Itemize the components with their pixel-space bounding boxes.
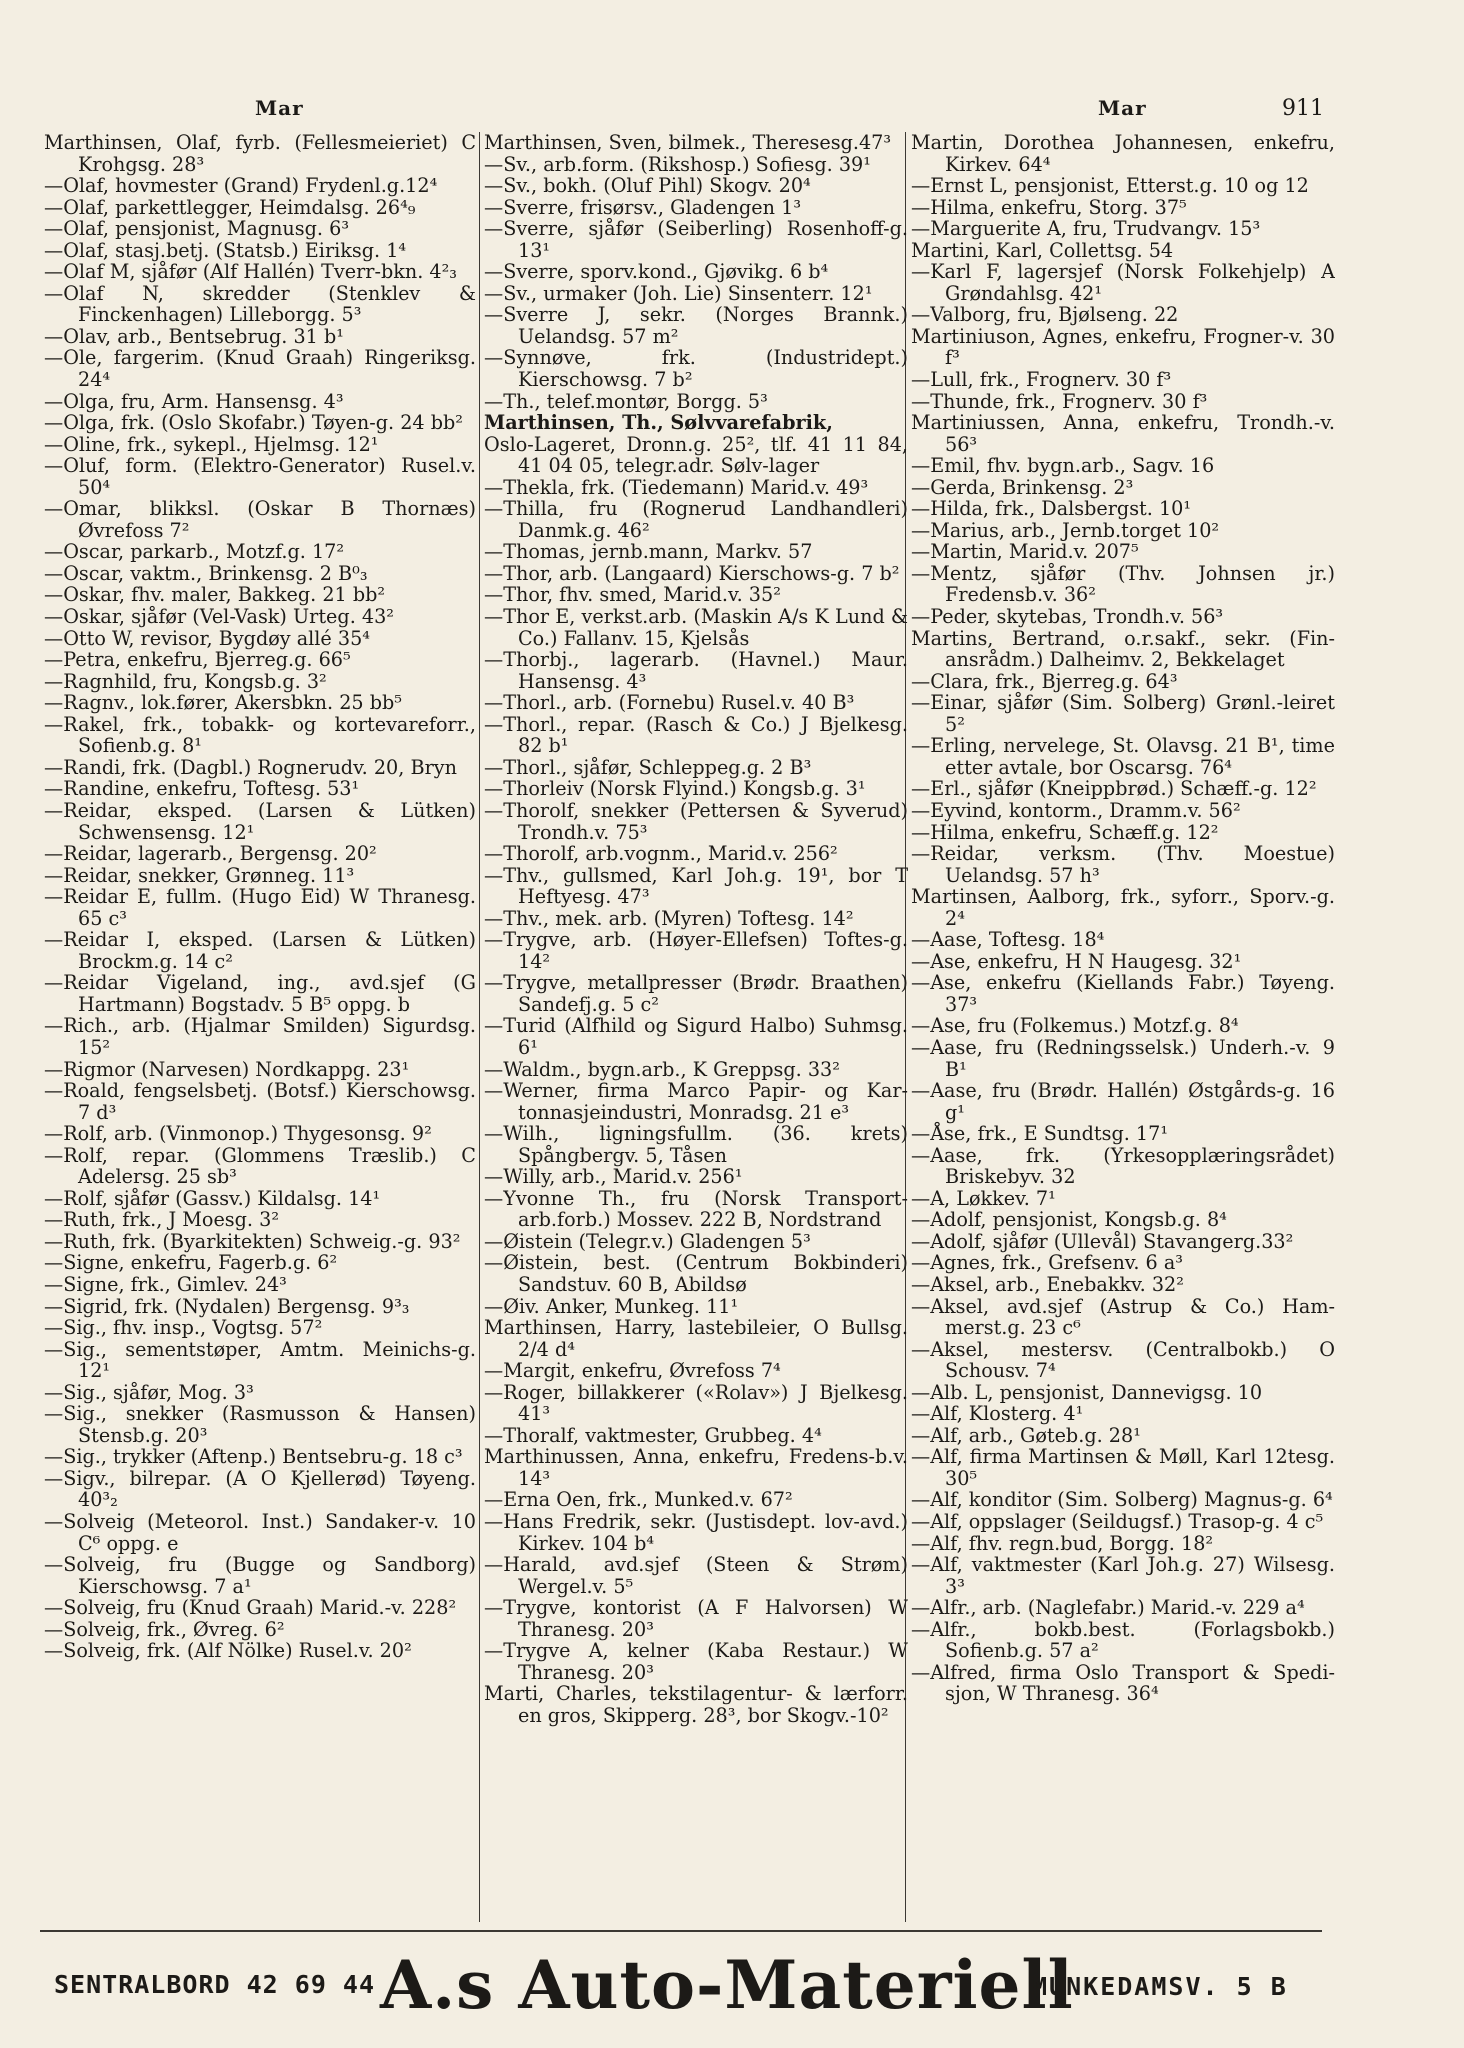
- directory-entry: —Signe, frk., Gimlev. 24³: [44, 1272, 287, 1296]
- directory-entry: —Olaf, pensjonist, Magnusg. 6³: [44, 217, 350, 241]
- directory-entry: —Th., telef.montør, Borgg. 5³: [484, 389, 768, 413]
- directory-entry: —Synnøve, frk. (Industridept.) Kierschowsg. 7 b²: [484, 346, 908, 392]
- directory-entry: —Marguerite A, fru, Trudvangv. 15³: [911, 217, 1261, 241]
- directory-entry: Marthinsen, Th., Sølvvarefabrik,: [484, 411, 833, 435]
- directory-entry: —Olav, arb., Bentsebrug. 31 b¹: [44, 324, 344, 348]
- directory-entry: —Mentz, sjåfør (Thv. Johnsen jr.) Fredensb.v. 36²: [911, 561, 1335, 607]
- directory-entry: —Reidar Vigeland, ing., avd.sjef (G Hartmann) Bogstadv. 5 B⁵ oppg. b: [44, 971, 476, 1016]
- directory-entry: —Thoralf, vaktmester, Grubbeg. 4⁴: [484, 1423, 822, 1447]
- directory-entry: —Sverre J, sekr. (Norges Brannk.) Uelandsg. 57 m²: [484, 303, 908, 348]
- directory-entry: —Trygve A, kelner (Kaba Restaur.) W Thranesg. 20³: [484, 1639, 908, 1684]
- directory-entry: —Randine, enkefru, Toftesg. 53¹: [44, 777, 360, 801]
- directory-entry: —Emil, fhv. bygn.arb., Sagv. 16: [911, 454, 1215, 478]
- directory-entry: —Alf, Klosterg. 4¹: [911, 1402, 1084, 1426]
- directory-entry: —Rich., arb. (Hjalmar Smilden) Sigurdsg. 15²: [44, 1014, 476, 1059]
- directory-entry: —Thorl., repar. (Rasch & Co.) J Bjelkesg. 82 b¹: [484, 712, 908, 758]
- directory-entry: —Yvonne Th., fru (Norsk Transport-arb.forb.) Mossev. 222 B, Nordstrand: [484, 1186, 908, 1232]
- directory-entry: —Aase, Toftesg. 18⁴: [911, 928, 1105, 952]
- directory-entry: —Thorl., sjåfør, Schleppeg.g. 2 B³: [484, 755, 812, 779]
- directory-entry: —Rigmor (Narvesen) Nordkappg. 23¹: [44, 1057, 410, 1081]
- directory-entry: —Aase, frk. (Yrkesopplæringsrådet) Briskebyv. 32: [911, 1143, 1335, 1189]
- directory-entry: —Clara, frk., Bjerreg.g. 64³: [911, 669, 1178, 693]
- directory-entry: —Harald, avd.sjef (Steen & Strøm) Wergel.v. 5⁵: [484, 1553, 908, 1598]
- directory-entry: —Reidar, eksped. (Larsen & Lütken) Schwensensg. 12¹: [44, 798, 476, 844]
- directory-entry: —Alfr., arb. (Naglefabr.) Marid.-v. 229 a⁴: [911, 1596, 1305, 1620]
- directory-entry: —Oskar, sjåfør (Vel-Vask) Urteg. 43²: [44, 605, 394, 629]
- directory-entry: —Sig., trykker (Aftenp.) Bentsebru-g. 18 c³: [44, 1445, 463, 1469]
- directory-entry: —Adolf, sjåfør (Ullevål) Stavangerg.33²: [911, 1229, 1294, 1253]
- directory-entry: —Ruth, frk., J Moesg. 3²: [44, 1208, 280, 1232]
- directory-entry: —Randi, frk. (Dagbl.) Rognerudv. 20, Bryn: [44, 755, 457, 779]
- directory-entry: Martini, Karl, Collettsg. 54: [911, 238, 1174, 262]
- running-header-left: Mar: [255, 96, 304, 120]
- directory-entry: —Thekla, frk. (Tiedemann) Marid.v. 49³: [484, 475, 869, 499]
- directory-entry: —Thorolf, arb.vognm., Marid.v. 256²: [484, 842, 838, 866]
- directory-entry: —Erl., sjåfør (Kneippbrød.) Schæff.-g. 12²: [911, 777, 1317, 801]
- directory-entry: —Rolf, repar. (Glommens Træslib.) C Adelersg. 25 sb³: [44, 1143, 476, 1189]
- directory-entry: —Reidar E, fullm. (Hugo Eid) W Thranesg. 65 c³: [44, 885, 476, 930]
- directory-entry: —Reidar, verksm. (Thv. Moestue) Uelandsg. 57 h³: [911, 842, 1335, 887]
- directory-entry: —Olaf N, skredder (Stenklev & Finckenhagen) Lilleborgg. 5³: [44, 281, 476, 327]
- directory-entry: —Thv., mek. arb. (Myren) Toftesg. 14²: [484, 906, 854, 930]
- directory-entry: —Ragnhild, fru, Kongsb.g. 3²: [44, 669, 327, 693]
- directory-entry: —Petra, enkefru, Bjerreg.g. 66⁵: [44, 648, 351, 672]
- directory-entry: —Gerda, Brinkensg. 2³: [911, 475, 1134, 499]
- directory-entry: —Karl F, lagersjef (Norsk Folkehjelp) A Grøndahlsg. 42¹: [911, 260, 1335, 305]
- directory-entry: —Aase, fru (Redningsselsk.) Underh.-v. 9 B¹: [911, 1035, 1335, 1081]
- directory-entry: —Sig., snekker (Rasmusson & Hansen) Stensb.g. 20³: [44, 1402, 476, 1447]
- directory-entry: —Rolf, arb. (Vinmonop.) Thygesonsg. 9²: [44, 1122, 432, 1146]
- directory-entry: —Thv., gullsmed, Karl Joh.g. 19¹, bor T Heftyesg. 47³: [484, 863, 908, 909]
- page-number: 911: [1282, 96, 1324, 121]
- directory-entry: —Olaf, stasj.betj. (Statsb.) Eiriksg. 1⁴: [44, 238, 407, 262]
- directory-entry: —Olga, fru, Arm. Hansensg. 4³: [44, 389, 344, 413]
- directory-entry: Marti, Charles, tekstilagentur- & lærforr. en gros, Skipperg. 28³, bor Skogv.-10²: [484, 1682, 908, 1727]
- directory-entry: —Solveig, frk., Øvreg. 6²: [44, 1617, 285, 1641]
- directory-entry: Martin, Dorothea Johannesen, enkefru, Kirkev. 64⁴: [911, 132, 1335, 176]
- directory-entry: Marthinsen, Sven, bilmek., Theresesg.47³: [484, 132, 892, 154]
- directory-entry: —A, Løkkev. 7¹: [911, 1186, 1056, 1210]
- directory-entry: —Hans Fredrik, sekr. (Justisdept. lov-avd.) Kirkev. 104 b⁴: [484, 1510, 908, 1555]
- banner-company: A.s Auto-Materiell: [380, 1946, 1074, 2024]
- directory-entry: —Rolf, sjåfør (Gassv.) Kildalsg. 14¹: [44, 1186, 381, 1210]
- directory-entry: —Trygve, kontorist (A F Halvorsen) W Thranesg. 20³: [484, 1596, 908, 1641]
- directory-entry: —Sig., fhv. insp., Vogtsg. 57²: [44, 1316, 323, 1340]
- directory-entry: —Martin, Marid.v. 207⁵: [911, 540, 1139, 564]
- directory-entry: —Alf, firma Martinsen & Møll, Karl 12tesg. 30⁵: [911, 1445, 1335, 1490]
- directory-entry: Martiniuson, Agnes, enkefru, Frogner-v. 30 f³: [911, 324, 1335, 370]
- directory-entry: —Ole, fargerim. (Knud Graah) Ringeriksg. 24⁴: [44, 346, 476, 392]
- directory-entry: —Aase, fru (Brødr. Hallén) Østgårds-g. 16 g¹: [911, 1079, 1335, 1124]
- directory-entry: —Thor E, verkst.arb. (Maskin A/s K Lund & Co.) Fallanv. 15, Kjelsås: [484, 605, 908, 650]
- directory-entry: —Solveig, frk. (Alf Nölke) Rusel.v. 20²: [44, 1639, 412, 1663]
- directory-entry: —Oskar, fhv. maler, Bakkeg. 21 bb²: [44, 583, 386, 607]
- directory-entry: —Alfred, firma Oslo Transport & Spedi-sjon, W Thranesg. 36⁴: [911, 1660, 1335, 1706]
- directory-entry: Martinsen, Aalborg, frk., syforr., Sporv.-g. 2⁴: [911, 885, 1335, 930]
- directory-entry: —Reidar, lagerarb., Bergensg. 20²: [44, 842, 377, 866]
- directory-entry: —Lull, frk., Frognerv. 30 f³: [911, 368, 1172, 392]
- directory-entry: —Ase, enkefru, H N Haugesg. 32¹: [911, 949, 1242, 973]
- directory-entry: —Sv., arb.form. (Rikshosp.) Sofiesg. 39¹: [484, 152, 871, 176]
- directory-entry: Oslo-Lageret, Dronn.g. 25², tlf. 41 11 84, 41 04 05, telegr.adr. Sølv-lager: [484, 432, 908, 478]
- directory-entry: —Aksel, mestersv. (Centralbokb.) O Schousv. 7⁴: [911, 1337, 1335, 1383]
- directory-entry: —Hilda, frk., Dalsbergst. 10¹: [911, 497, 1192, 521]
- directory-entry: —Reidar I, eksped. (Larsen & Lütken) Brockm.g. 14 c²: [44, 928, 476, 973]
- directory-entry: —Agnes, frk., Grefsenv. 6 a³: [911, 1251, 1183, 1275]
- directory-entry: —Alb. L, pensjonist, Dannevigsg. 10: [911, 1380, 1263, 1404]
- directory-entry: Marthinsen, Olaf, fyrb. (Fellesmeieriet) C Krohgsg. 28³: [44, 132, 476, 176]
- directory-entry: —Wilh., ligningsfullm. (36. krets) Spångbergv. 5, Tåsen: [484, 1122, 908, 1167]
- directory-entry: —Olaf, parkettlegger, Heimdalsg. 26⁴₉: [44, 195, 416, 219]
- directory-entry: Martiniussen, Anna, enkefru, Trondh.-v. 56³: [911, 411, 1335, 456]
- directory-entry: —Thunde, frk., Frognerv. 30 f³: [911, 389, 1208, 413]
- directory-entry: —Sig., sementstøper, Amtm. Meinichs-g. 12¹: [44, 1337, 476, 1383]
- directory-entry: —Hilma, enkefru, Schæff.g. 12²: [911, 820, 1219, 844]
- banner-address: MUNKEDAMSV. 5 B: [1032, 1972, 1288, 2001]
- directory-entry: Marthinussen, Anna, enkefru, Fredens-b.v. 14³: [484, 1445, 908, 1490]
- directory-entry: —Marius, arb., Jernb.torget 10²: [911, 518, 1220, 542]
- directory-entry: —Øistein, best. (Centrum Bokbinderi) Sandstuv. 60 B, Abildsø: [484, 1251, 908, 1296]
- directory-entry: —Øistein (Telegr.v.) Gladengen 5³: [484, 1229, 811, 1253]
- directory-entry: Marthinsen, Harry, lastebileier, O Bullsg. 2/4 d⁴: [484, 1316, 908, 1361]
- directory-entry: —Adolf, pensjonist, Kongsb.g. 8⁴: [911, 1208, 1227, 1232]
- directory-entry: —Margit, enkefru, Øvrefoss 7⁴: [484, 1359, 781, 1383]
- directory-entry: —Sv., urmaker (Joh. Lie) Sinsenterr. 12¹: [484, 281, 873, 305]
- directory-entry: —Roger, billakkerer («Rolav») J Bjelkesg. 41³: [484, 1380, 908, 1426]
- column-2: [484, 132, 908, 1917]
- directory-entry: —Peder, skytebas, Trondh.v. 56³: [911, 605, 1224, 629]
- directory-entry: —Eyvind, kontorm., Dramm.v. 56²: [911, 798, 1241, 822]
- directory-entry: —Åse, frk., E Sundtsg. 17¹: [911, 1122, 1169, 1146]
- directory-entry: —Aksel, arb., Enebakkv. 32²: [911, 1272, 1184, 1296]
- column-3: [911, 132, 1335, 1917]
- directory-entry: —Signe, enkefru, Fagerb.g. 6²: [44, 1251, 338, 1275]
- running-header-right: Mar: [1098, 96, 1147, 120]
- directory-entry: —Roald, fengselsbetj. (Botsf.) Kierschowsg. 7 d³: [44, 1079, 476, 1124]
- directory-entry: —Sv., bokh. (Oluf Pihl) Skogv. 20⁴: [484, 174, 811, 198]
- directory-entry: —Erna Oen, frk., Munked.v. 67²: [484, 1488, 793, 1512]
- directory-entry: —Alf, arb., Gøteb.g. 28¹: [911, 1423, 1141, 1447]
- directory-entry: —Oscar, vaktm., Brinkensg. 2 B⁰₃: [44, 561, 368, 585]
- directory-entry: —Thorbj., lagerarb. (Havnel.) Maur. Hansensg. 4³: [484, 648, 908, 693]
- directory-entry: —Sverre, frisørsv., Gladengen 1³: [484, 195, 802, 219]
- directory-entry: —Reidar, snekker, Grønneg. 11³: [44, 863, 355, 887]
- column-1: [44, 132, 476, 1917]
- directory-entry: —Alf, fhv. regn.bud, Borgg. 18²: [911, 1531, 1214, 1555]
- directory-entry: —Ase, fru (Folkemus.) Motzf.g. 8⁴: [911, 1014, 1239, 1038]
- advertisement-banner: [40, 1940, 1322, 2030]
- directory-entry: —Erling, nervelege, St. Olavsg. 21 B¹, time etter avtale, bor Oscarsg. 76⁴: [911, 734, 1335, 779]
- directory-entry: —Olaf, hovmester (Grand) Frydenl.g.12⁴: [44, 174, 438, 198]
- directory-entry: —Sig., sjåfør, Mog. 3³: [44, 1380, 254, 1404]
- directory-entry: —Solveig, fru (Bugge og Sandborg) Kierschowsg. 7 a¹: [44, 1553, 476, 1598]
- directory-entry: —Einar, sjåfør (Sim. Solberg) Grønl.-leiret 5²: [911, 691, 1335, 736]
- directory-entry: —Hilma, enkefru, Storg. 37⁵: [911, 195, 1187, 219]
- directory-entry: —Oluf, form. (Elektro-Generator) Rusel.v. 50⁴: [44, 454, 476, 499]
- directory-entry: —Thorl., arb. (Fornebu) Rusel.v. 40 B³: [484, 691, 855, 715]
- directory-entry: —Thilla, fru (Rognerud Landhandleri) Danmk.g. 46²: [484, 497, 908, 542]
- directory-entry: —Sigrid, frk. (Nydalen) Bergensg. 9³₃: [44, 1294, 410, 1318]
- directory-entry: —Trygve, metallpresser (Brødr. Braathen) Sandefj.g. 5 c²: [484, 971, 908, 1016]
- directory-entry: —Olaf M, sjåfør (Alf Hallén) Tverr-bkn. 4²₃: [44, 260, 457, 284]
- directory-entry: —Valborg, fru, Bjølseng. 22: [911, 303, 1179, 327]
- directory-entry: —Aksel, avd.sjef (Astrup & Co.) Ham-merst.g. 23 c⁶: [911, 1294, 1335, 1340]
- directory-entry: —Olga, frk. (Oslo Skofabr.) Tøyen-g. 24 bb²: [44, 411, 463, 435]
- directory-entry: —Ase, enkefru (Kiellands Fabr.) Tøyeng. 37³: [911, 971, 1335, 1016]
- directory-entry: —Rakel, frk., tobakk- og kortevareforr., Sofienb.g. 8¹: [44, 712, 476, 758]
- directory-entry: —Thorolf, snekker (Pettersen & Syverud) Trondh.v. 75³: [484, 798, 908, 844]
- directory-entry: —Alf, oppslager (Seildugsf.) Trasop-g. 4 c⁵: [911, 1510, 1324, 1533]
- directory-entry: —Ruth, frk. (Byarkitekten) Schweig.-g. 93²: [44, 1229, 461, 1253]
- directory-entry: —Oline, frk., sykepl., Hjelmsg. 12¹: [44, 432, 379, 456]
- directory-entry: —Ernst L, pensjonist, Etterst.g. 10 og 12: [911, 174, 1309, 198]
- directory-entry: —Alf, konditor (Sim. Solberg) Magnus-g. 6⁴: [911, 1488, 1333, 1512]
- directory-entry: —Alf, vaktmester (Karl Joh.g. 27) Wilsesg. 3³: [911, 1553, 1335, 1598]
- directory-entry: —Thor, fhv. smed, Marid.v. 35²: [484, 583, 781, 607]
- directory-entry: —Sigv., bilrepar. (A O Kjellerød) Tøyeng. 40³₂: [44, 1466, 476, 1512]
- directory-entry: —Omar, blikksl. (Oskar B Thornæs) Øvrefoss 7²: [44, 497, 476, 542]
- directory-entry: —Alfr., bokb.best. (Forlagsbokb.) Sofienb.g. 57 a²: [911, 1617, 1335, 1663]
- directory-entry: —Sverre, sjåfør (Seiberling) Rosenhoff-g. 13¹: [484, 217, 908, 262]
- directory-entry: —Oscar, parkarb., Motzf.g. 17²: [44, 540, 345, 564]
- directory-entry: —Turid (Alfhild og Sigurd Halbo) Suhmsg. 6¹: [484, 1014, 908, 1059]
- directory-entry: —Thorleiv (Norsk Flyind.) Kongsb.g. 3¹: [484, 777, 866, 801]
- directory-entry: —Thor, arb. (Langaard) Kierschows-g. 7 b²: [484, 561, 900, 585]
- banner-phone: SENTRALBORD 42 69 44: [54, 1970, 376, 1999]
- directory-entry: —Solveig, fru (Knud Graah) Marid.-v. 228²: [44, 1596, 457, 1620]
- column-divider: [479, 132, 480, 1922]
- directory-entry: —Waldm., bygn.arb., K Greppsg. 33²: [484, 1057, 840, 1081]
- directory-entry: —Trygve, arb. (Høyer-Ellefsen) Toftes-g. 14²: [484, 928, 908, 973]
- directory-entry: —Otto W, revisor, Bygdøy allé 35⁴: [44, 626, 370, 650]
- directory-entry: Martins, Bertrand, o.r.sakf., sekr. (Fin-ansrådm.) Dalheimv. 2, Bekkelaget: [911, 626, 1335, 672]
- directory-entry: —Thomas, jernb.mann, Markv. 57: [484, 540, 813, 564]
- directory-entry: —Willy, arb., Marid.v. 256¹: [484, 1165, 743, 1189]
- footer-rule: [40, 1930, 1322, 1932]
- directory-entry: —Ragnv., lok.fører, Akersbkn. 25 bb⁵: [44, 691, 402, 715]
- directory-entry: —Solveig (Meteorol. Inst.) Sandaker-v. 10 C⁶ oppg. e: [44, 1510, 476, 1555]
- directory-entry: —Øiv. Anker, Munkeg. 11¹: [484, 1294, 739, 1318]
- directory-entry: —Werner, firma Marco Papir- og Kar-tonnasjeindustri, Monradsg. 21 e³: [484, 1079, 908, 1124]
- directory-entry: —Sverre, sporv.kond., Gjøvikg. 6 b⁴: [484, 260, 829, 284]
